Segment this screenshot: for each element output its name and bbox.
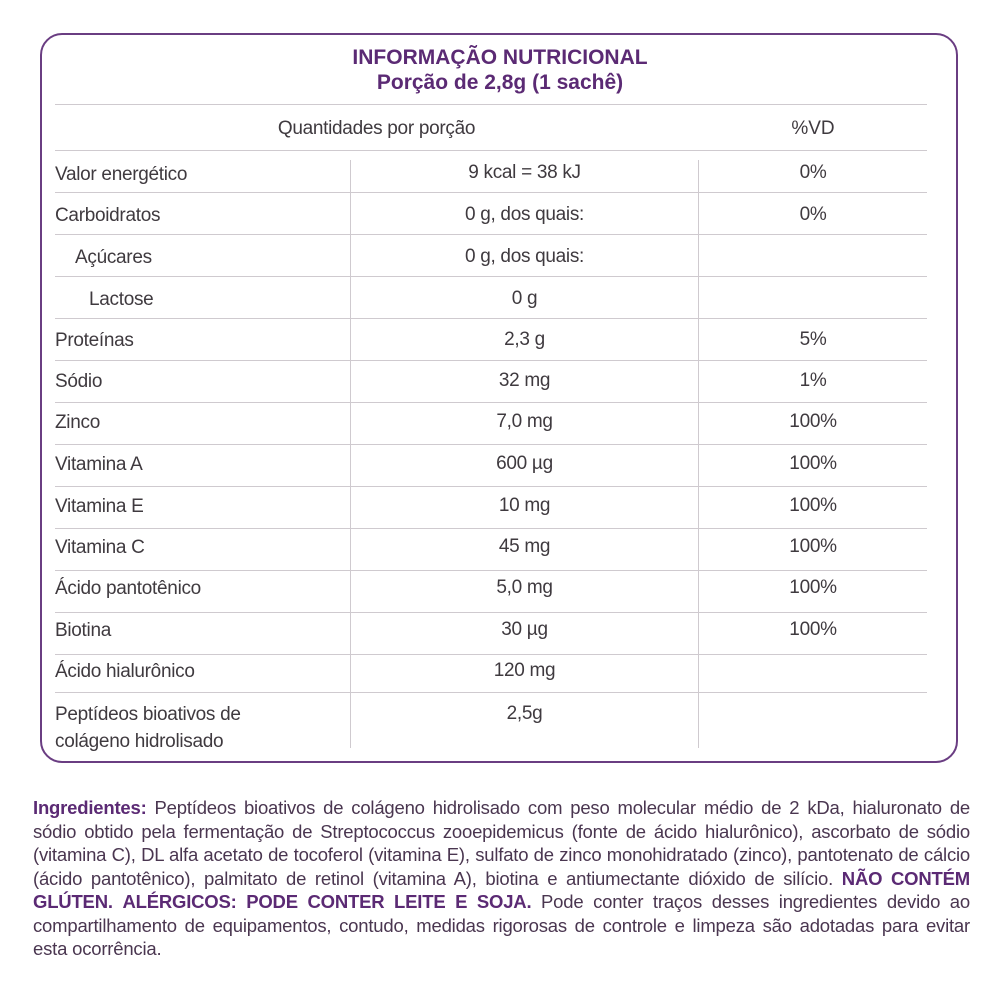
nutrient-amount: 32 mg [498,370,551,391]
nutrient-name: Vitamina E [55,496,144,517]
nutrient-amount: 9 kcal = 38 kJ [468,162,581,183]
allergen-warning: ALÉRGICOS: PODE CONTER LEITE E SOJA. [122,891,532,912]
nutrient-name: Proteínas [55,330,134,351]
nutrient-name: Valor energético [55,164,188,185]
divider [55,692,927,693]
nutrient-amount: 30 µg [501,619,548,640]
nutrient-vd: 100% [789,495,837,516]
nutrient-name: Lactose [89,289,154,310]
nutrient-amount: 600 µg [496,453,553,474]
ingredients-text: Pode conter traços desses ingredientes devido ao compartilhamento de equipamentos, contudo, medidas rigorosas de controle e limpeza são adotadas para evitar esta ocorrência. [33,891,970,959]
divider [55,654,927,655]
divider [55,402,927,403]
nutrient-name: Peptídeos bioativos de [55,704,241,725]
nutrient-amount: 120 mg [493,660,556,681]
serving-size: Porção de 2,8g (1 sachê) [376,71,624,94]
nutrient-name: Carboidratos [55,205,161,226]
ingredients-species: Streptococcus zooepidemicus [320,820,564,842]
gluten-warning: NÃO CONTÉM GLÚTEN. [33,867,970,912]
nutrient-amount: 5,0 mg [496,577,553,598]
divider [55,570,927,571]
ingredients-paragraph [33,796,970,961]
nutrient-vd: 100% [789,536,837,557]
nutrient-name: Açúcares [75,247,152,268]
nutrient-vd: 100% [789,619,837,640]
divider [55,150,927,151]
nutrient-amount: 2,3 g [504,329,545,350]
divider [55,360,927,361]
ingredients-label: Ingredientes: [33,797,147,818]
nutrient-amount: 0 g [511,288,538,309]
column-header-quantity: Quantidades por porção [277,118,476,139]
ingredients-text: Peptídeos bioativos de colágeno hidrolisado com peso molecular médio de 2 kDa, hialuronato de sódio obtido pela fermentação de [33,797,970,842]
nutrient-name: Vitamina C [55,537,145,558]
nutrient-amount: 10 mg [498,495,551,516]
nutrient-amount: 45 mg [498,536,551,557]
nutrient-amount: 2,5g [506,703,543,724]
nutrient-name: Biotina [55,620,111,641]
nutrient-vd: 0% [799,204,827,225]
nutrient-vd: 5% [799,329,827,350]
column-header-vd: %VD [791,118,835,139]
nutrient-amount: 7,0 mg [496,411,553,432]
divider [55,104,927,105]
nutrient-vd: 100% [789,577,837,598]
nutrient-name: Ácido pantotênico [55,578,201,599]
divider [55,612,927,613]
divider [55,234,927,235]
divider [55,486,927,487]
nutrient-vd: 100% [789,411,837,432]
nutrient-vd: 0% [799,162,827,183]
nutrient-name: Sódio [55,371,103,392]
nutrient-name: Ácido hialurônico [55,661,195,682]
divider [55,192,927,193]
divider [55,318,927,319]
table-title: INFORMAÇÃO NUTRICIONAL [352,46,648,69]
nutrient-name: Zinco [55,412,100,433]
divider [55,528,927,529]
nutrient-vd: 100% [789,453,837,474]
nutrient-name: Vitamina A [55,454,143,475]
divider [55,276,927,277]
divider [55,444,927,445]
nutrient-name: colágeno hidrolisado [55,731,224,752]
nutrient-vd: 1% [799,370,827,391]
ingredients-text: (fonte de ácido hialurônico), ascorbato de sódio (vitamina C), DL alfa acetato de tocoferol (vitamina E), sulfato de zinco monohidratado (zinco), pantotenato de cálcio (ácido pantotênico), palmitato de retinol (vitamina A), biotina e antiumectante dióxido de silício. [33,820,970,889]
nutrient-amount: 0 g, dos quais: [464,204,585,225]
nutrient-amount: 0 g, dos quais: [464,246,585,267]
